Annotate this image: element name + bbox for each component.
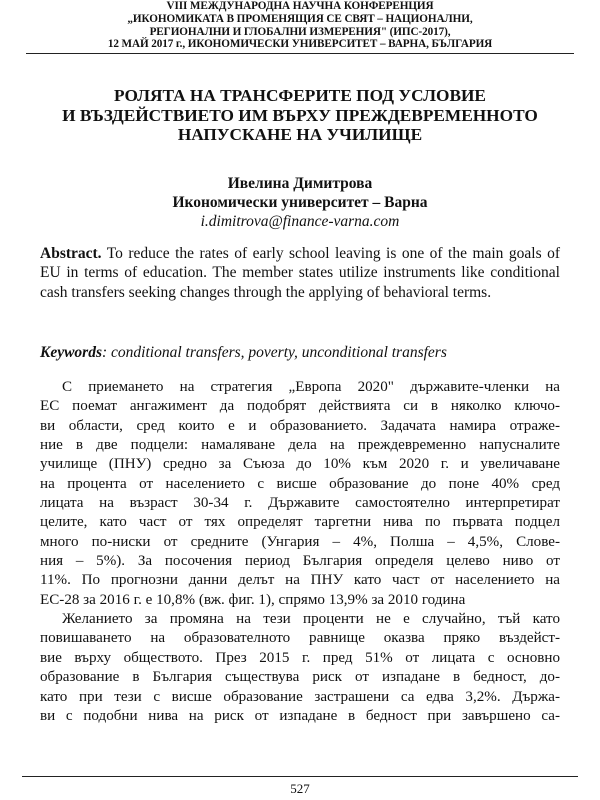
header-line: „ИКОНОМИКАТА В ПРОМЕНЯЩИЯ СЕ СВЯТ – НАЦИОНАЛНИ, [127, 12, 473, 25]
body-line: училище (ПНУ) средно за Съюза до 10% към 2020 г. и увеличаване [40, 456, 560, 473]
body-line: ние в две подцели: намаляване дела на преждевременно напусналите [40, 437, 560, 454]
body-line: образование в България съществува риск от изпадане в бедност, до- [40, 669, 560, 686]
body-line: ЕС поемат ангажимент да подобрят действията си в няколко ключо- [40, 398, 560, 415]
body-line: целите, като част от тях определят таргетни нива по първата подцел [40, 514, 560, 531]
body-line: повишаването на образователното равнище оказва пряко въздейст- [40, 630, 560, 647]
body-line: ви с подобни нива на риск от изпадане в бедност при завършено са- [40, 707, 560, 724]
keywords-text: conditional transfers, poverty, unconditional transfers [107, 344, 447, 361]
author-block [40, 174, 560, 231]
header-line: VIII МЕЖДУНАРОДНА НАУЧНА КОНФЕРЕНЦИЯ [166, 0, 434, 12]
body-line: 11%. По прогнозни данни делът на ПНУ като част от населението на [40, 572, 560, 589]
author-affiliation: Икономически университет – Варна [172, 194, 428, 211]
body-line: много по-ниски от средните (Унгария – 4%, Полша – 4,5%, Слове- [40, 533, 560, 550]
paper-title [30, 86, 570, 145]
body-line: ЕС-28 за 2016 г. е 10,8% (вж. фиг. 1), спрямо 13,9% за 2010 година [40, 591, 466, 608]
body-line: С приемането на стратегия „Европа 2020" държавите-членки на [62, 379, 560, 395]
body-line: лицата на възраст 30-34 г. Държавите самостоятелно интерпретират [40, 495, 560, 512]
footer-divider [22, 776, 578, 777]
body-text [40, 378, 560, 726]
title-line: РОЛЯТА НА ТРАНСФЕРИТЕ ПОД УСЛОВИЕ [114, 86, 486, 105]
keywords [40, 343, 560, 362]
header-line: 12 МАЙ 2017 г., ИКОНОМИЧЕСКИ УНИВЕРСИТЕТ – ВАРНА, БЪЛГАРИЯ [107, 38, 493, 51]
header-line: РЕГИОНАЛНИ И ГЛОБАЛНИ ИЗМЕРЕНИЯ" (ИПС-2017), [149, 25, 451, 38]
abstract-text: To reduce the rates of early school leaving is one of the main goals of EU in terms of education. The member states utilize instruments like conditional cash transfers seeking changes through the applying of behavioral terms. [40, 245, 560, 301]
page-number: 527 [290, 781, 310, 796]
body-line: ния – 5%). За посочения период България определя целево ниво от [40, 553, 560, 570]
body-line: ви области, сред които е и образованието. Задачата намира отраже- [40, 417, 560, 434]
abstract-label: Abstract. [40, 245, 102, 262]
header-divider [26, 53, 574, 54]
body-line: като при тези с висше образование застрашени са едва 3,2%. Държа- [40, 688, 560, 705]
body-line: Желанието за промяна на тези проценти не е случайно, тъй като [62, 611, 560, 628]
conference-header [20, 0, 580, 51]
author-name: Ивелина Димитрова [227, 175, 373, 192]
title-line: НАПУСКАНЕ НА УЧИЛИЩЕ [177, 125, 423, 144]
body-line: на процента от населението с висше образование до поне 40% сред [40, 475, 560, 492]
author-email: i.dimitrova@finance-varna.com [200, 213, 400, 230]
title-line: И ВЪЗДЕЙСТВИЕТО ИМ ВЪРХУ ПРЕЖДЕВРЕМЕННОТО [62, 105, 538, 125]
abstract [40, 244, 560, 302]
body-line: вие върху обществото. През 2015 г. пред 51% от лицата с основно [40, 649, 560, 666]
keywords-label: Keywords [40, 344, 102, 361]
keywords-separator: : [102, 344, 108, 361]
